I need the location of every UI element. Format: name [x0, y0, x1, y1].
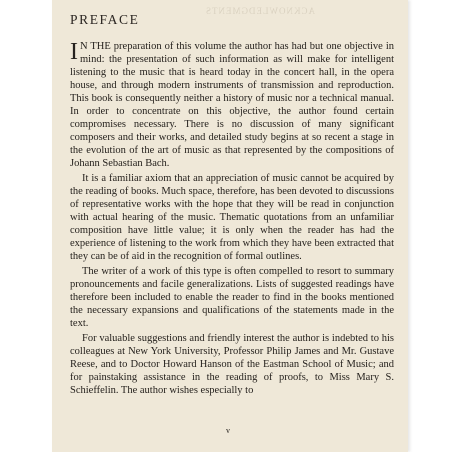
- preface-body: [70, 40, 394, 399]
- paragraph-1: [70, 40, 394, 170]
- paragraph-1-text: N THE preparation of this volume the author has had but one objective in mind: the presentation of such information as will make for intelligent listening to the music that is heard today in the concert hall, in the opera house, and through modern instruments of transmission and reproduction. This book is consequently neither a history of music nor a technical manual. In order to concentrate on this objective, the author found certain compromises necessary. There is no discussion of many significant composers and their works, and detailed study begins at so recent a stage in the evolution of the art of music as that represented by the compositions of Johann Sebastian Bach.: [70, 41, 394, 169]
- paragraph-2: It is a familiar axiom that an appreciation of music cannot be acquired by the reading of books. Much space, therefore, has been devoted to discussions of representative works with the hope that they will be read in conjunction with actual hearing of the music. Thematic quotations from an unfamiliar composition have little value; it is only when the reader has had the experience of listening to the work from which they have been extracted that they can be of aid in the recognition of formal outlines.: [70, 173, 394, 262]
- page-title: PREFACE: [70, 12, 140, 27]
- drop-cap: I: [70, 39, 78, 65]
- paragraph-4: For valuable suggestions and friendly interest the author is indebted to his colleagues at New York University, Professor Philip James and Mr. Gustave Reese, and to Doctor Howard Hanson of the Eastman School of Music; and for painstaking assistance in the reading of proofs, to Miss Mary S. Schieffelin. The author wishes especially to: [70, 333, 394, 396]
- bleed-through-heading: ACKNOWLEDGMENTS: [205, 6, 315, 16]
- paragraph-3: The writer of a work of this type is often compelled to resort to summary pronouncements and facile generalizations. Lists of suggested readings have therefore been included to enable the reader to find in the books mentioned the necessary expansions and qualifications of the statements made in the text.: [70, 266, 394, 329]
- page-number: v: [226, 426, 230, 435]
